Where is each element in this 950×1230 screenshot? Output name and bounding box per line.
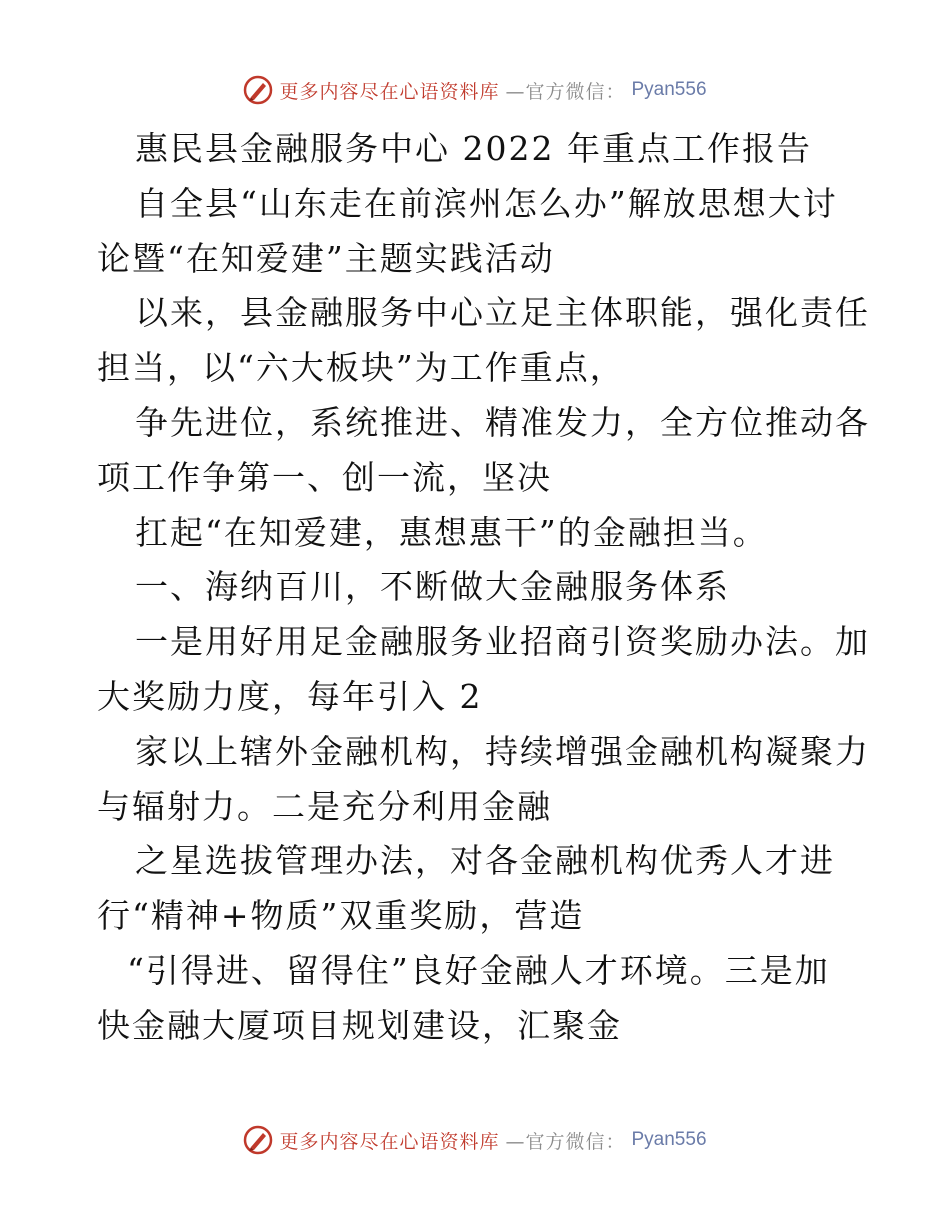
paragraph-line: 项工作争第一、创一流，坚决 [97, 457, 552, 497]
watermark-gray-text: —官方微信： [505, 1130, 626, 1153]
document-body [97, 122, 870, 1054]
paragraph-line: 以来，县金融服务中心立足主体职能，强化责任 [135, 293, 870, 333]
watermark-red-text: 更多内容尽在心语资料库 [279, 1130, 500, 1153]
paragraph-line: “引得进、留得住”良好金融人才环境。三是加 [127, 950, 830, 990]
section-heading: 一、海纳百川，不断做大金融服务体系 [135, 567, 730, 607]
watermark-footer [0, 1125, 950, 1155]
paragraph-line: 担当，以“六大板块”为工作重点， [97, 348, 625, 388]
paragraph-line: 论暨“在知爱建”主题实践活动 [97, 238, 555, 278]
paragraph-line: 扛起“在知爱建，惠想惠干”的金融担当。 [135, 512, 768, 552]
paragraph-line: 之星选拔管理办法，对各金融机构优秀人才进 [135, 841, 835, 881]
paragraph-line: 与辐射力。二是充分利用金融 [97, 786, 552, 826]
watermark-wechat-id: Pyan556 [631, 1129, 707, 1150]
paragraph-line: 快金融大厦项目规划建设，汇聚金 [97, 1005, 622, 1045]
document-title: 惠民县金融服务中心 2022 年重点工作报告 [135, 129, 812, 168]
watermark-red-text: 更多内容尽在心语资料库 [279, 80, 500, 103]
paragraph-line: 家以上辖外金融机构，持续增强金融机构凝聚力 [135, 731, 870, 771]
watermark-wechat-id: Pyan556 [631, 79, 707, 100]
pen-logo-icon [243, 75, 273, 105]
paragraph-line: 行“精神+物质”双重奖励，营造 [97, 896, 585, 936]
watermark-header [0, 75, 950, 105]
paragraph-line: 大奖励力度，每年引入 2 [97, 676, 483, 716]
paragraph-line: 自全县“山东走在前滨州怎么办”解放思想大讨 [135, 183, 838, 223]
pen-logo-icon [243, 1125, 273, 1155]
paragraph-line: 争先进位，系统推进、精准发力，全方位推动各 [135, 402, 870, 442]
watermark-gray-text: —官方微信： [505, 80, 626, 103]
paragraph-line: 一是用好用足金融服务业招商引资奖励办法。加 [135, 622, 870, 662]
